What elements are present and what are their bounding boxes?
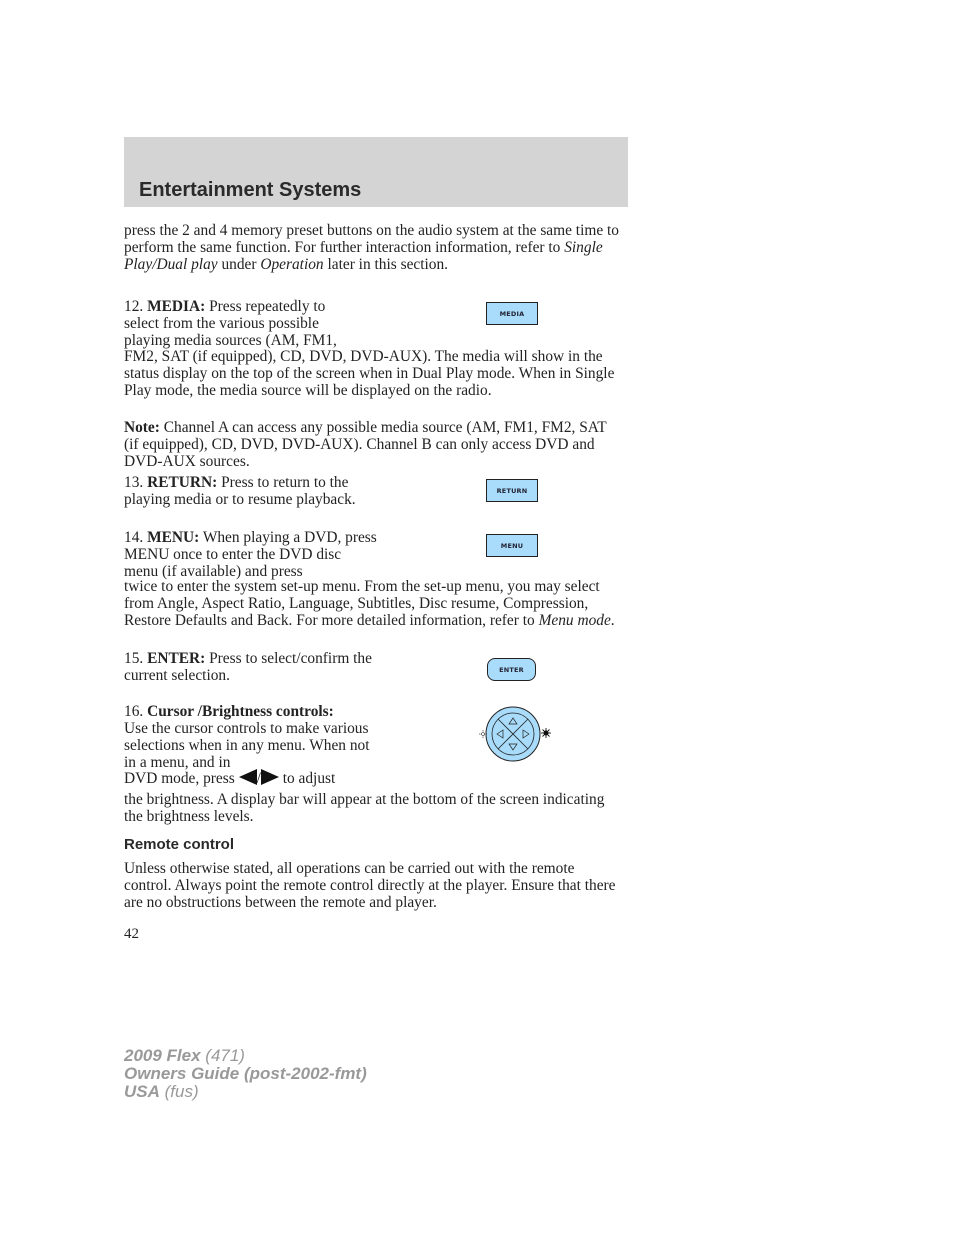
section-header xyxy=(124,137,628,207)
document-footer: 2009 Flex (471) Owners Guide (post-2002-fmt) USA (fus) xyxy=(124,1046,367,1101)
media-item-text: 12. MEDIA: Press repeatedly to select from the various possible playing media sources (AM, FM1, xyxy=(124,298,337,349)
left-arrow-icon xyxy=(239,769,257,785)
section-title: Entertainment Systems xyxy=(139,179,362,201)
remote-control-paragraph: Unless otherwise stated, all operations can be carried out with the remote control. Always point the remote control directly at the player. Ensure that there are no obstructions between the remote and player. xyxy=(124,860,616,911)
enter-item-text: 15. ENTER: Press to select/confirm the current selection. xyxy=(124,650,372,684)
return-item-text: 13. RETURN: Press to return to the playing media or to resume playback. xyxy=(124,474,356,508)
menu-item-continued: twice to enter the system set-up menu. From the set-up menu, you may select from Angle, Aspect Ratio, Language, Subtitles, Disc resume, Compression, Restore Defaults and Back. For more detailed information, refer to Menu mode. xyxy=(124,578,615,629)
cursor-control-illustration xyxy=(478,703,552,765)
brightness-high-icon xyxy=(541,728,551,738)
cursor-item-text: 16. Cursor /Brightness controls: Use the cursor controls to make various selections when in any menu. When not in a menu, and in xyxy=(124,703,370,771)
menu-item-text: 14. MENU: When playing a DVD, press MENU once to enter the DVD disc menu (if available) and press xyxy=(124,529,377,580)
right-arrow-icon xyxy=(261,769,279,785)
enter-button-illustration: ENTER xyxy=(487,658,536,681)
media-item-continued: FM2, SAT (if equipped), CD, DVD, DVD-AUX). The media will show in the status display on the top of the screen when in Dual Play mode. When in Single Play mode, the media source will be displayed on the radio. xyxy=(124,348,615,399)
return-button-illustration: RETURN xyxy=(486,479,538,502)
cursor-item-continued: the brightness. A display bar will appear at the bottom of the screen indicating the brightness levels. xyxy=(124,791,605,825)
page-number: 42 xyxy=(124,926,139,942)
menu-button-illustration: MENU xyxy=(486,534,538,557)
intro-paragraph: press the 2 and 4 memory preset buttons on the audio system at the same time to perform the same function. For further interaction information, refer to Single Play/Dual play under Operation later in this section. xyxy=(124,222,619,273)
remote-control-heading: Remote control xyxy=(124,836,235,853)
media-button-illustration: MEDIA xyxy=(486,302,538,325)
cursor-press-line: DVD mode, press / to adjust xyxy=(124,770,336,787)
note-paragraph: Note: Channel A can access any possible media source (AM, FM1, FM2, SAT (if equipped), CD, DVD, DVD-AUX). Channel B can only access DVD and DVD-AUX sources. xyxy=(124,419,607,470)
